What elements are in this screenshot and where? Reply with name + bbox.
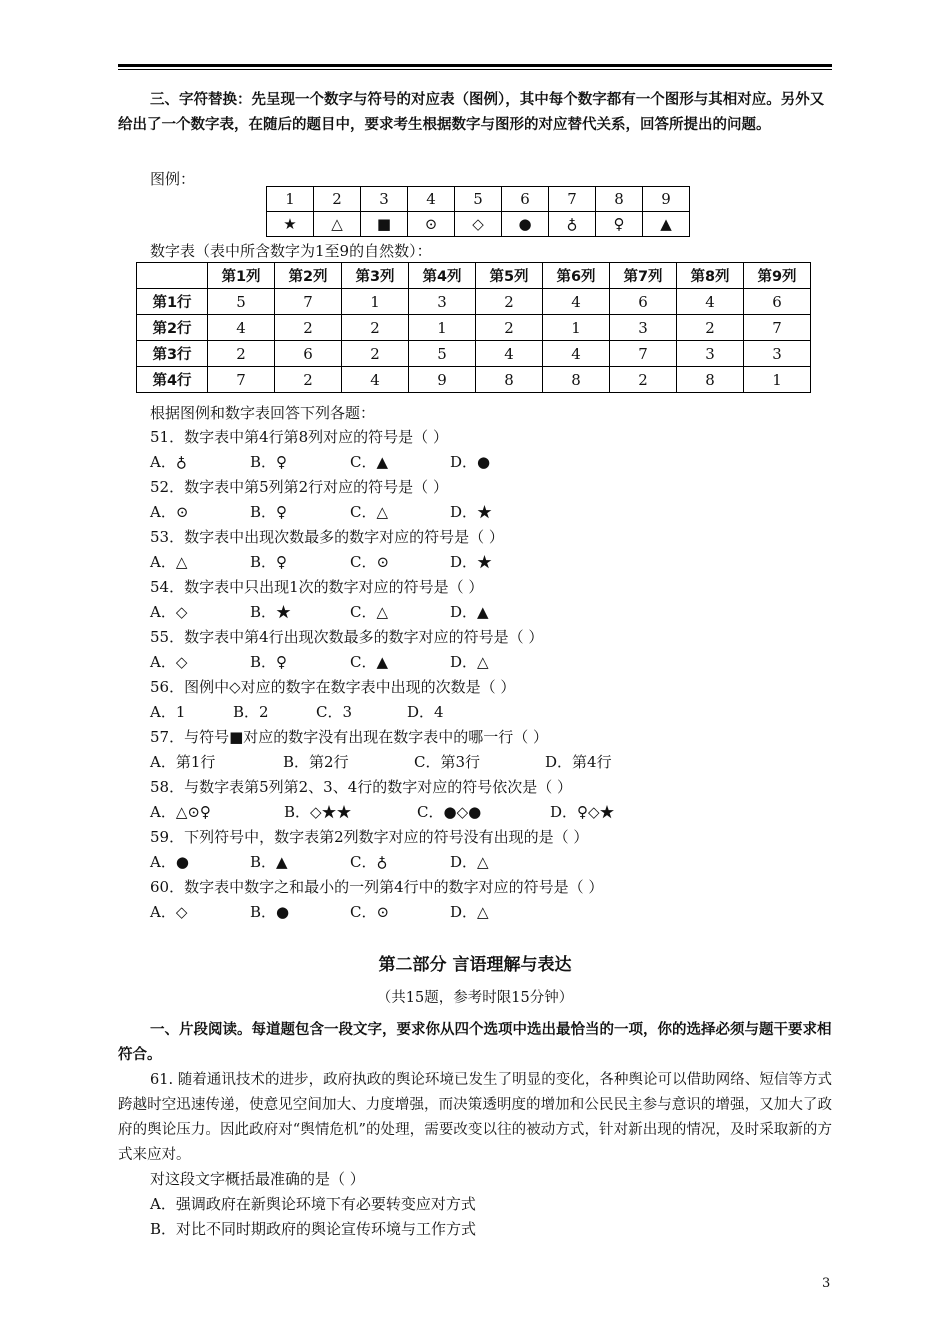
table-cell: 5: [409, 341, 476, 367]
table-cell: 2: [342, 315, 409, 341]
options-52: [150, 501, 492, 522]
table-cell: 4: [342, 367, 409, 393]
options-53: [150, 551, 492, 572]
option-b: B．第2行: [283, 753, 349, 771]
column-header: 第3列: [342, 263, 409, 289]
number-table: [136, 262, 811, 393]
table-cell: 2: [275, 315, 342, 341]
table-cell: 7: [744, 315, 811, 341]
table-cell: 2: [342, 341, 409, 367]
option-b: B．♀: [250, 553, 287, 571]
options-59: [150, 851, 489, 872]
legend-number: 9: [643, 187, 690, 212]
legend-symbol: ▲: [643, 212, 690, 237]
option-a: A．△: [150, 553, 188, 571]
legend-number: 4: [408, 187, 455, 212]
legend-symbol: ◇: [455, 212, 502, 237]
table-cell: 1: [543, 315, 610, 341]
option-b: B．●: [250, 903, 290, 921]
legend-number: 8: [596, 187, 643, 212]
option-d: D．△: [450, 853, 489, 871]
answer-lead: 根据图例和数字表回答下列各题：: [150, 404, 376, 422]
header-rule-thick: [118, 64, 832, 67]
legend-number: 2: [314, 187, 361, 212]
option-a: A．◇: [150, 603, 188, 621]
legend-symbol: ●: [502, 212, 549, 237]
option-c: C．▲: [350, 453, 389, 471]
table-cell: 9: [409, 367, 476, 393]
option-a: A．第1行: [150, 753, 216, 771]
option-d: D．●: [450, 453, 491, 471]
option-b: B．♀: [250, 503, 287, 521]
question-61-option-b: B．对比不同时期政府的舆论宣传环境与工作方式: [150, 1220, 477, 1238]
section-title: 第二部分 言语理解与表达: [378, 955, 572, 975]
question-59: 59．下列符号中，数字表第2列数字对应的符号没有出现的是（ ）: [150, 828, 589, 846]
options-54: [150, 601, 489, 622]
question-56: 56．图例中◇对应的数字在数字表中出现的次数是（ ）: [150, 678, 516, 696]
option-a: A．♁: [150, 453, 187, 471]
table-cell: 6: [610, 289, 677, 315]
legend-table: [266, 186, 690, 237]
row-header: 第4行: [137, 367, 208, 393]
option-c: C．第3行: [414, 753, 481, 771]
legend-symbol: ♁: [549, 212, 596, 237]
options-57: [150, 751, 612, 772]
legend-symbol: ♀: [596, 212, 643, 237]
question-61-prompt: 对这段文字概括最准确的是（ ）: [150, 1170, 365, 1188]
row-header: 第3行: [137, 341, 208, 367]
table-cell: 3: [610, 315, 677, 341]
option-a: A．◇: [150, 653, 188, 671]
column-header: 第6列: [543, 263, 610, 289]
option-d: D．△: [450, 903, 489, 921]
option-a: A．⊙: [150, 503, 189, 521]
table-cell: 2: [476, 289, 543, 315]
legend-label: 图例：: [150, 170, 196, 188]
option-c: C．♁: [350, 853, 388, 871]
column-header: 第9列: [744, 263, 811, 289]
table-cell: 8: [476, 367, 543, 393]
option-d: D．♀◇★: [550, 803, 615, 821]
options-56: [150, 701, 444, 722]
row-header: 第1行: [137, 289, 208, 315]
options-60: [150, 901, 489, 922]
table-cell: 7: [610, 341, 677, 367]
option-a: A．△⊙♀: [150, 803, 211, 821]
table-cell: 6: [744, 289, 811, 315]
option-b: B．♀: [250, 653, 287, 671]
table-cell: 4: [543, 289, 610, 315]
column-header: 第5列: [476, 263, 543, 289]
question-52: 52．数字表中第5列第2行对应的符号是（ ）: [150, 478, 448, 496]
option-c: C．△: [350, 603, 389, 621]
legend-symbol: △: [314, 212, 361, 237]
table-cell: 2: [476, 315, 543, 341]
legend-symbol: ★: [267, 212, 314, 237]
table-cell: 8: [543, 367, 610, 393]
legend-number: 5: [455, 187, 502, 212]
table-cell: 3: [677, 341, 744, 367]
option-c: C．⊙: [350, 903, 390, 921]
table-cell: 2: [677, 315, 744, 341]
table-cell: 1: [744, 367, 811, 393]
question-53: 53．数字表中出现次数最多的数字对应的符号是（ ）: [150, 528, 504, 546]
legend-number-row: [267, 187, 690, 212]
options-58: [150, 801, 615, 822]
legend-symbol-row: [267, 212, 690, 237]
option-b: B．★: [250, 603, 292, 621]
legend-number: 1: [267, 187, 314, 212]
column-header: 第2列: [275, 263, 342, 289]
table-cell: 8: [677, 367, 744, 393]
table-cell: 7: [208, 367, 275, 393]
table-cell: 1: [342, 289, 409, 315]
header-rule-thin: [118, 69, 832, 70]
table-cell: 4: [208, 315, 275, 341]
question-51: 51．数字表中第4行第8列对应的符号是（ ）: [150, 428, 448, 446]
table-cell: 1: [409, 315, 476, 341]
part-intro: 一、片段阅读。每道题包含一段文字，要求你从四个选项中选出最恰当的一项，你的选择必须与题干要求相符合。: [118, 1022, 832, 1063]
table-cell: 2: [610, 367, 677, 393]
question-57: 57．与符号■对应的数字没有出现在数字表中的哪一行（ ）: [150, 728, 549, 746]
table-row: [137, 367, 811, 393]
question-60: 60．数字表中数字之和最小的一列第4行中的数字对应的符号是（ ）: [150, 878, 604, 896]
option-b: B．▲: [250, 853, 288, 871]
legend-number: 7: [549, 187, 596, 212]
option-d: D．△: [450, 653, 489, 671]
table-cell: 2: [275, 367, 342, 393]
options-51: [150, 451, 490, 472]
option-d: D．★: [450, 503, 493, 521]
options-55: [150, 651, 489, 672]
legend-symbol: ■: [361, 212, 408, 237]
option-b: B．♀: [250, 453, 287, 471]
row-header: 第2行: [137, 315, 208, 341]
table-cell: 4: [543, 341, 610, 367]
question-58: 58．与数字表第5列第2、3、4行的数字对应的符号依次是（ ）: [150, 778, 573, 796]
table-row: [137, 289, 811, 315]
number-table-header: [137, 263, 811, 289]
column-header: 第7列: [610, 263, 677, 289]
option-d: D．★: [450, 553, 493, 571]
passage-61: 61. 随着通讯技术的进步，政府执政的舆论环境已发生了明显的变化，各种舆论可以借助网络、短信等方式跨越时空迅速传递，使意见空间加大、力度增强，而决策透明度的增加和公民民主参与意识的增强，又加大了政府的舆论压力。因此政府对“舆情危机”的处理，需要改变以往的被动方式，针对新出现的情况，及时采取新的方式来应对。: [118, 1072, 832, 1163]
option-b: B．◇★★: [284, 803, 352, 821]
option-a: A．1: [150, 703, 186, 721]
column-header: 第8列: [677, 263, 744, 289]
option-c: C．⊙: [350, 553, 390, 571]
option-a: A．◇: [150, 903, 188, 921]
corner-cell: [137, 263, 208, 289]
column-header: 第4列: [409, 263, 476, 289]
table-cell: 6: [275, 341, 342, 367]
legend-number: 6: [502, 187, 549, 212]
question-54: 54．数字表中只出现1次的数字对应的符号是（ ）: [150, 578, 484, 596]
question-61-option-a: A．强调政府在新舆论环境下有必要转变应对方式: [150, 1195, 476, 1213]
table-cell: 7: [275, 289, 342, 315]
option-c: C．△: [350, 503, 389, 521]
option-d: D．4: [407, 703, 444, 721]
question-55: 55．数字表中第4行出现次数最多的数字对应的符号是（ ）: [150, 628, 544, 646]
table-cell: 4: [476, 341, 543, 367]
table-cell: 3: [409, 289, 476, 315]
option-c: C．▲: [350, 653, 389, 671]
table-row: [137, 341, 811, 367]
option-c: C．3: [316, 703, 353, 721]
legend-number: 3: [361, 187, 408, 212]
column-header: 第1列: [208, 263, 275, 289]
table-cell: 3: [744, 341, 811, 367]
option-c: C．●◇●: [417, 803, 482, 821]
option-a: A．●: [150, 853, 189, 871]
table-row: [137, 315, 811, 341]
table-cell: 5: [208, 289, 275, 315]
legend-symbol: ⊙: [408, 212, 455, 237]
table-cell: 2: [208, 341, 275, 367]
numtable-label: 数字表（表中所含数字为1至9的自然数）：: [150, 242, 432, 260]
table-cell: 4: [677, 289, 744, 315]
option-d: D．第4行: [545, 753, 612, 771]
page-number: 3: [822, 1276, 831, 1291]
section-subtitle: （共15题，参考时限15分钟）: [376, 990, 574, 1006]
option-d: D．▲: [450, 603, 489, 621]
section-intro: 三、字符替换：先呈现一个数字与符号的对应表（图例），其中每个数字都有一个图形与其相对应。另外又给出了一个数字表，在随后的题目中，要求考生根据数字与图形的对应替代关系，回答所提出的问题。: [118, 92, 825, 133]
option-b: B．2: [233, 703, 269, 721]
